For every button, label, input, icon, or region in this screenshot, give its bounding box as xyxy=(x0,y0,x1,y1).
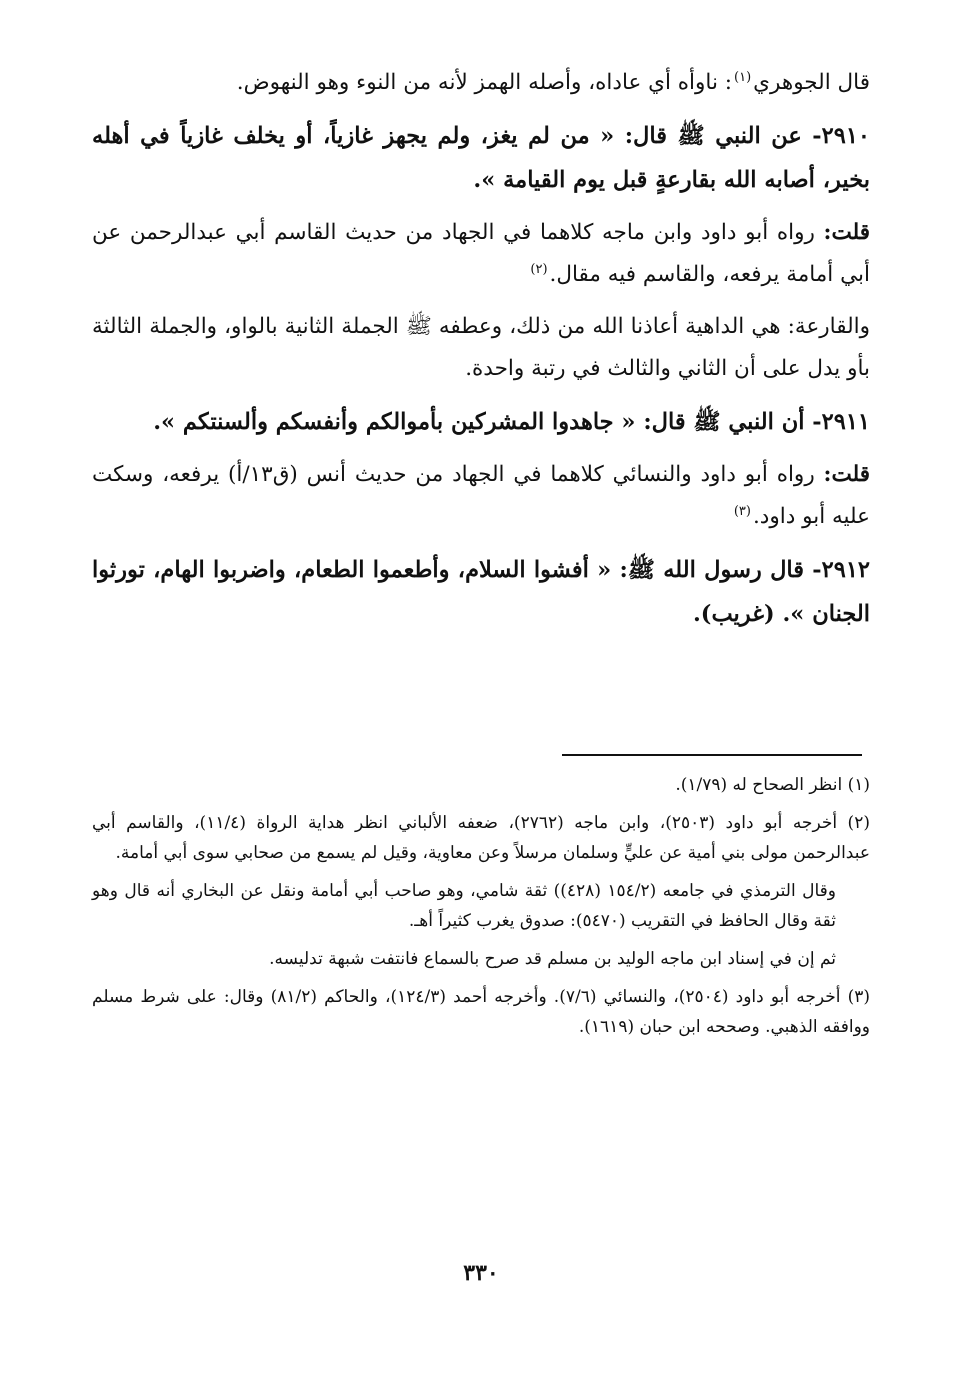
commentary-2910 xyxy=(92,212,870,296)
footnote-ref-3: (٣) xyxy=(733,503,751,519)
footnote-3: (٣) أخرجه أبو داود (٢٥٠٤)، والنسائي (٧/٦). وأخرجه أحمد (١٢٤/٣)، والحاكم (٨١/٢) وقال: على شرط مسلم ووافقه الذهبي. وصححه ابن حبان (١٦١٩). xyxy=(92,987,871,1037)
footnote-separator xyxy=(562,754,862,756)
paragraph-jawhari xyxy=(92,62,870,104)
footnote-2-cont-a: وقال الترمذي في جامعه (١٥٤/٢ (٤٢٨)) ثقة شامي، وهو صاحب أبي أمامة ونقل عن البخاري أنه قال وهو ثقة وقال الحافظ في التقريب (٥٤٧٠): صدوق يغرب كثيراً أهـ. xyxy=(92,881,836,931)
footnote-2: (٢) أخرجه أبو داود (٢٥٠٣)، وابن ماجه (٢٧٦٢)، ضعفه الألباني انظر هداية الرواة (١١/٤)، والقاسم أبي عبدالرحمن مولى بني أمية عن عليٍّ وسلمان مرسلاً وعن معاوية، وقيل لم يسمع من صحابي سوى أبي أمامة. xyxy=(92,813,870,863)
hadith-2911 xyxy=(92,400,870,444)
commentary-text: رواه أبو داود وابن ماجه كلاهما في الجهاد من حديث القاسم أبي عبدالرحمن عن أبي أمامة يرفعه، والقاسم فيه مقال. xyxy=(92,220,870,287)
text: قال الجوهري xyxy=(753,70,870,95)
footnote-ref-1: (١) xyxy=(734,69,752,85)
qultu-label: قلت: xyxy=(823,462,870,487)
page-body xyxy=(92,62,870,1050)
text: والقارعة: هي الداهية أعاذنا الله من ذلك، وعطفه ﷺ الجملة الثانية بالواو، والجملة الثالثة بأو يدل على أن الثاني والثالث في رتبة واحدة. xyxy=(92,314,870,381)
footnote-2-cont-b: ثم إن في إسناد ابن ماجه الوليد بن مسلم قد صرح بالسماع فانتفت شبهة تدليسه. xyxy=(269,949,836,969)
footnote-1: (١) انظر الصحاح له (١/٧٩). xyxy=(675,775,870,795)
hadith-text: ٢٩١٠- عن النبي ﷺ قال: « من لم يغز، ولم يجهز غازياً، أو يخلف غازياً في أهله بخير، أصابه الله بقارعةٍ قبل يوم القيامة ». xyxy=(92,123,870,193)
hadith-2910 xyxy=(92,114,870,202)
commentary-2911 xyxy=(92,454,870,538)
hadith-2912 xyxy=(92,548,870,636)
footnote-separator-wrap xyxy=(92,754,870,756)
hadith-text: ٢٩١٢- قال رسول الله ﷺ: « أفشوا السلام، وأطعموا الطعام، واضربوا الهام، تورثوا الجنان ». (غريب). xyxy=(92,557,870,627)
hadith-text: ٢٩١١- أن النبي ﷺ قال: « جاهدوا المشركين بأموالكم وأنفسكم وألسنتكم ». xyxy=(153,409,870,435)
footnote-ref-2: (٢) xyxy=(530,261,548,277)
paragraph-qariah xyxy=(92,306,870,390)
qultu-label: قلت: xyxy=(823,220,870,245)
text: : ناوأه أي عاداه، وأصله الهمز لأنه من النوء وهو النهوض. xyxy=(236,70,733,95)
page-number: ٣٣٠ xyxy=(463,1260,499,1286)
commentary-text: رواه أبو داود والنسائي كلاهما في الجهاد من حديث أنس (ق١٣/أ) يرفعه، وسكت عليه أبو داود. xyxy=(92,462,870,529)
